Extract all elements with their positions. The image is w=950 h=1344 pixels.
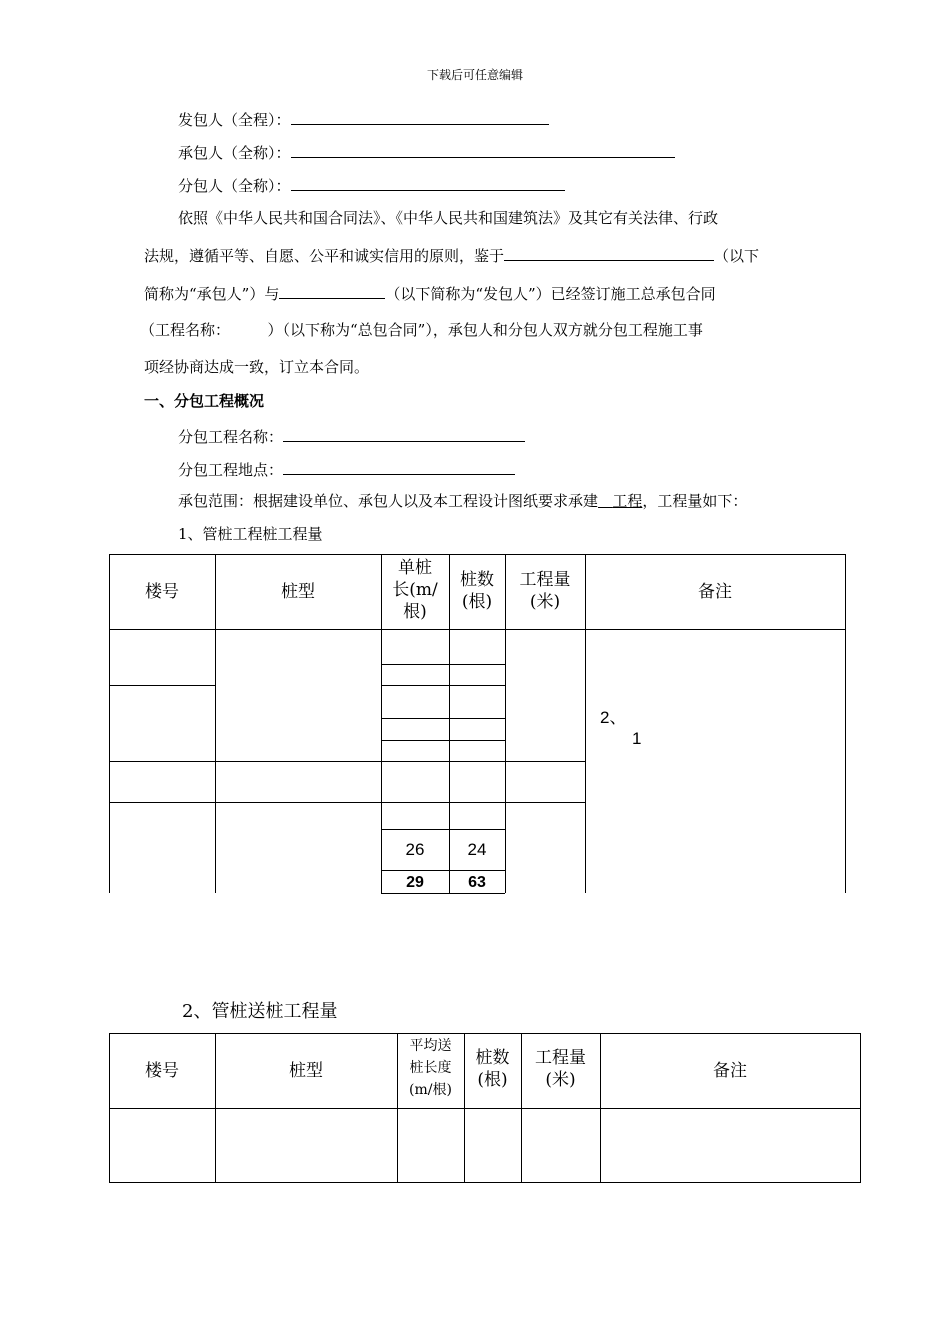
header-single-length: 单桩 长(m/ 根) [392,558,438,622]
header-remark: 备注 [698,582,732,602]
intro-line-5: 项经协商达成一致，订立本合同。 [144,358,370,376]
employer-label: 发包人（全程）： [178,111,291,129]
subcontractor-line [178,174,565,196]
header-pile-count: 桩数 (根) [460,570,494,612]
intro-line-2 [144,244,759,266]
t2-header-pile-type: 桩型 [289,1061,323,1081]
header-building: 楼号 [145,582,179,602]
header-pile-type: 桩型 [281,582,315,602]
project-name-blank[interactable] [283,425,525,442]
header-quantity: 工程量 (米) [519,570,571,612]
scope-line [178,491,747,511]
employer-line [178,108,549,130]
table2-title: 2、管桩送桩工程量 [182,1001,338,1022]
subcontractor-label: 分包人（全称）： [178,177,291,195]
section-heading: 一、分包工程概况 [144,392,265,410]
intro-blank-2[interactable] [279,282,385,299]
t2-header-building: 楼号 [145,1061,179,1081]
project-name-line [178,425,525,447]
intro-line-2-text: 法规，遵循平等、自愿、公平和诚实信用的原则，鉴于 [144,247,505,265]
length-value-2: 29 [406,874,424,891]
employer-blank[interactable] [291,108,549,125]
intro-line-1: 依照《中华人民共和国合同法》、《中华人民共和国建筑法》及其它有关法律、行政 [178,209,719,227]
t2-header-remark: 备注 [713,1061,747,1081]
intro-line-2-suffix: （以下 [714,247,760,265]
intro-blank-1[interactable] [504,244,714,261]
project-location-label: 分包工程地点： [178,461,284,479]
intro-line-3 [144,282,716,304]
contractor-blank[interactable] [291,141,675,158]
intro-line-3-text: 简称为“承包人”）与 [144,285,280,303]
scope-text: 承包范围：根据建设单位、承包人以及本工程设计图纸要求承建 [178,492,599,510]
scope-suffix: ，工程量如下： [642,492,748,510]
count-value-1: 24 [467,840,487,859]
project-location-line [178,458,515,480]
remark-text-2: 1 [632,729,642,748]
contractor-label: 承包人（全称）： [178,144,291,162]
header-note: 下载后可任意编辑 [426,68,523,82]
length-value-1: 26 [405,840,425,859]
t2-header-avg-length: 平均送 桩长度 (m/根) [409,1038,452,1098]
intro-line-4: （工程名称： ）（以下称为“总包合同”），承包人和分包人双方就分包工程施工事 [140,321,703,339]
scope-underlined [598,492,642,510]
t2-header-pile-count: 桩数 (根) [475,1048,510,1090]
remark-text-1: 2、 [600,708,627,727]
count-value-2: 63 [468,874,486,891]
project-location-blank[interactable] [283,458,515,475]
subcontractor-blank[interactable] [291,174,565,191]
contractor-line [178,141,675,163]
t2-header-quantity: 工程量 (米) [535,1048,586,1090]
table1-title: 1、管桩工程桩工程量 [178,525,323,543]
intro-line-3-suffix: （以下简称为“发包人”）已经签订施工总承包合同 [385,285,716,303]
scope-project: 工程 [612,492,643,510]
project-name-label: 分包工程名称： [178,428,284,446]
